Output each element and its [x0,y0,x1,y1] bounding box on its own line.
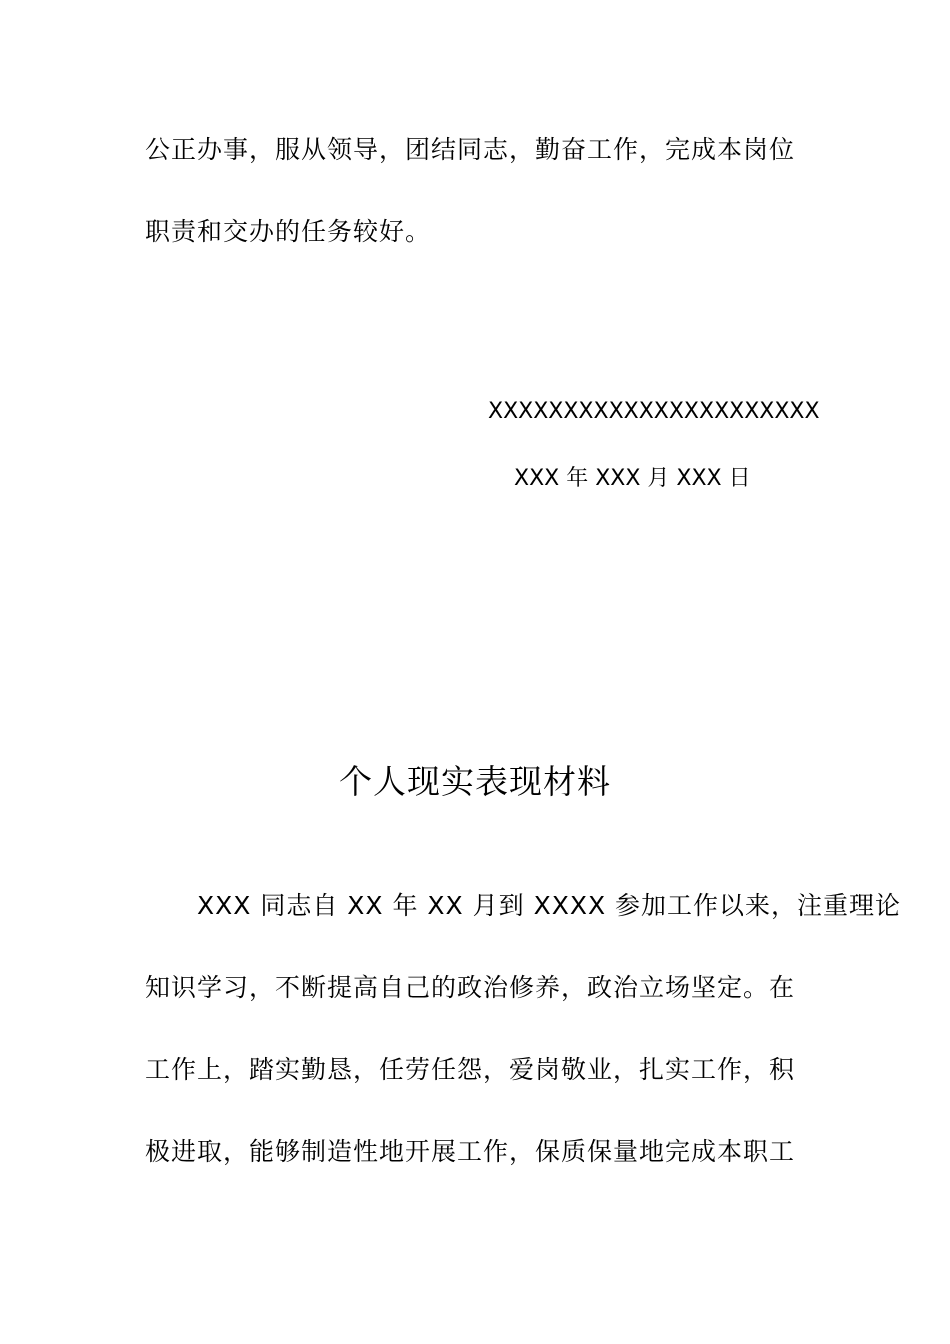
paragraph-line: 极进取，能够制造性地开展工作，保质保量地完成本职工 [145,1137,796,1166]
paragraph-line: 知识学习，不断提高自己的政治修养，政治立场坚定。在 [145,973,796,1002]
signature-line: XXXXXXXXXXXXXXXXXXXXXX [488,399,820,424]
paragraph-line: XXX 同志自 XX 年 XX 月到 XXXX 参加工作以来，注重理论 [145,891,902,920]
document-title: 个人现实表现材料 [339,762,611,801]
body-text-line: 职责和交办的任务较好。 [145,217,432,246]
date-line: XXX 年 XXX 月 XXX 日 [514,466,751,491]
paragraph-line: 工作上，踏实勤恳，任劳任怨，爱岗敬业，扎实工作，积 [145,1055,796,1084]
body-text-line: 公正办事，服从领导，团结同志，勤奋工作，完成本岗位 [145,135,796,164]
